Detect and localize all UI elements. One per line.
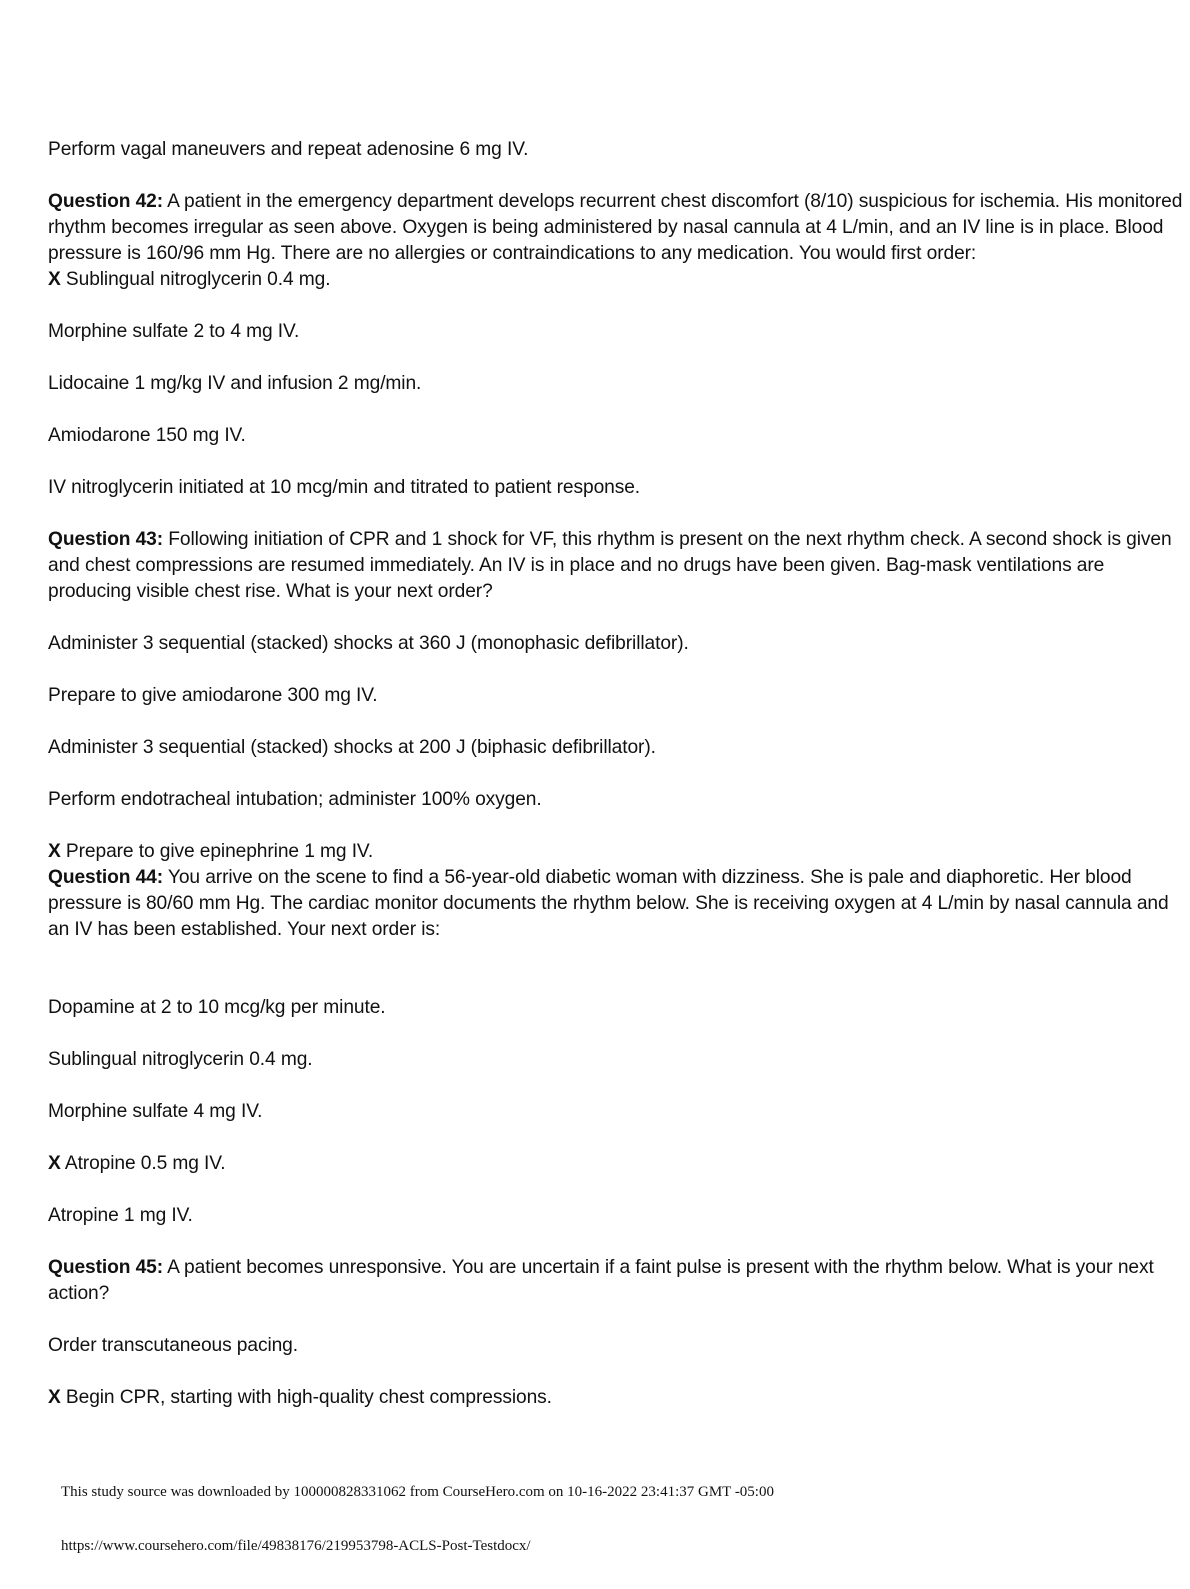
option-text: Perform vagal maneuvers and repeat adenosine 6 mg IV. [48, 139, 529, 160]
answer-option: Administer 3 sequential (stacked) shocks at 200 J (biphasic defibrillator). [48, 737, 656, 758]
question-45 [48, 1255, 1183, 1307]
answer-option: Administer 3 sequential (stacked) shocks at 360 J (monophasic defibrillator). [48, 633, 689, 654]
question-42 [48, 189, 1183, 267]
answer-option: Prepare to give amiodarone 300 mg IV. [48, 685, 378, 706]
question-43 [48, 527, 1183, 605]
correct-answer-mark: X [48, 269, 61, 290]
answer-option-correct [48, 1385, 1183, 1411]
option-text: Prepare to give epinephrine 1 mg IV. [60, 841, 374, 862]
answer-option-correct [48, 839, 1183, 865]
correct-answer-mark: X [48, 1153, 61, 1174]
question-label: Question 42: [48, 191, 164, 212]
option-text: Begin CPR, starting with high-quality chest compressions. [60, 1387, 552, 1408]
correct-answer-mark: X [48, 1387, 61, 1408]
answer-option-correct [48, 267, 1183, 293]
correct-answer-mark: X [48, 841, 61, 862]
download-notice: This study source was downloaded by 100000828331062 from CourseHero.com on 10-16-2022 23:41:37 GMT -05:00 [61, 1484, 774, 1500]
answer-option: Sublingual nitroglycerin 0.4 mg. [48, 1049, 313, 1070]
question-44 [48, 865, 1183, 943]
question-text: You arrive on the scene to find a 56-year-old diabetic woman with dizziness. She is pale and diaphoretic. Her blood pressure is 80/60 mm Hg. The cardiac monitor documents the rhythm below. She is receiving oxygen at 4 L/min by nasal cannula and an IV has been established. Your next order is: [48, 867, 1169, 940]
question-label: Question 43: [48, 529, 164, 550]
answer-option-correct [48, 1151, 1183, 1177]
question-label: Question 45: [48, 1257, 164, 1278]
question-text: A patient becomes unresponsive. You are uncertain if a faint pulse is present with the rhythm below. What is your next action? [48, 1257, 1154, 1304]
answer-option: Amiodarone 150 mg IV. [48, 425, 246, 446]
option-text: Atropine 0.5 mg IV. [60, 1153, 226, 1174]
option-text: Sublingual nitroglycerin 0.4 mg. [60, 269, 331, 290]
question-text: A patient in the emergency department develops recurrent chest discomfort (8/10) suspicious for ischemia. His monitored rhythm becomes irregular as seen above. Oxygen is being administered by nasal cannula at 4 L/min, and an IV line is in place. Blood pressure is 160/96 mm Hg. There are no allergies or contraindications to any medication. You would first order: [48, 191, 1183, 264]
answer-option: Perform endotracheal intubation; administer 100% oxygen. [48, 789, 542, 810]
answer-option: Order transcutaneous pacing. [48, 1335, 298, 1356]
answer-option: IV nitroglycerin initiated at 10 mcg/min and titrated to patient response. [48, 477, 641, 498]
answer-option: Atropine 1 mg IV. [48, 1205, 193, 1226]
document-body [48, 137, 1183, 1411]
answer-option: Morphine sulfate 4 mg IV. [48, 1101, 263, 1122]
answer-option: Dopamine at 2 to 10 mcg/kg per minute. [48, 997, 386, 1018]
question-text: Following initiation of CPR and 1 shock for VF, this rhythm is present on the next rhythm check. A second shock is given and chest compressions are resumed immediately. An IV is in place and no drugs have been given. Bag-mask ventilations are producing visible chest rise. What is your next order? [48, 529, 1172, 602]
source-url[interactable]: https://www.coursehero.com/file/49838176/219953798-ACLS-Post-Testdocx/ [61, 1538, 531, 1554]
question-label: Question 44: [48, 867, 164, 888]
answer-option: Morphine sulfate 2 to 4 mg IV. [48, 321, 300, 342]
answer-option: Lidocaine 1 mg/kg IV and infusion 2 mg/min. [48, 373, 422, 394]
